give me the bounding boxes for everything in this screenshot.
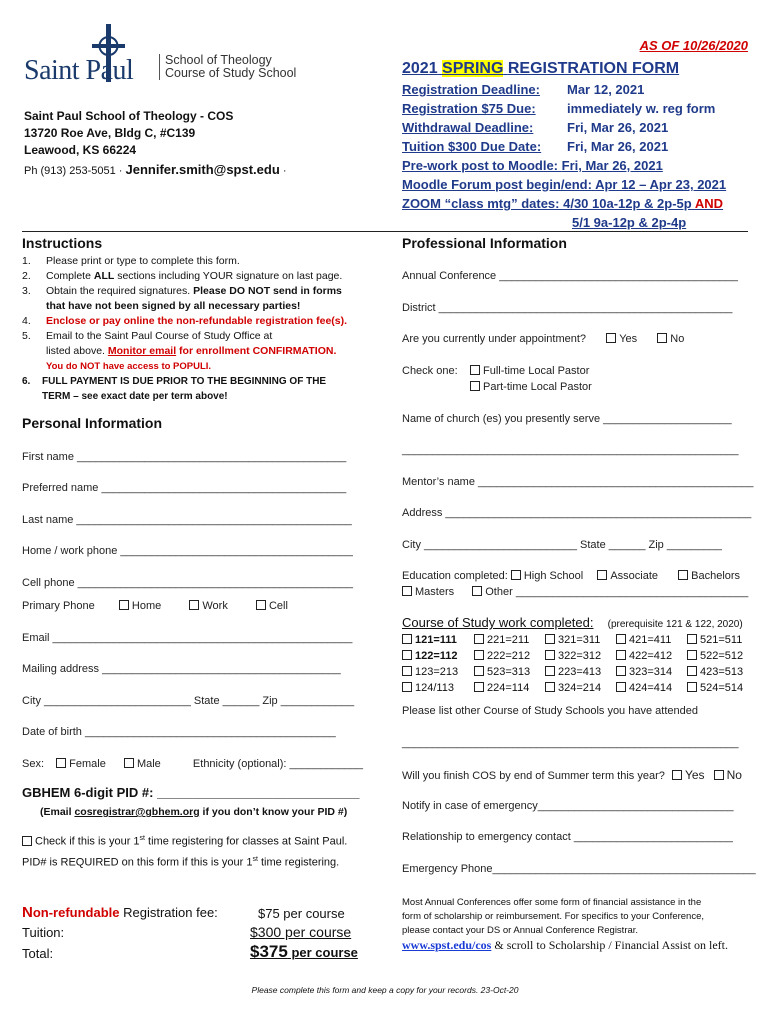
deadline-label: ZOOM “class mtg” dates: xyxy=(402,196,560,211)
first-name-field[interactable]: First name ____________________________________________ xyxy=(22,451,347,463)
cos-course: 124/113 xyxy=(415,682,454,694)
cell-option-label: Cell xyxy=(268,600,288,612)
preferred-name-field[interactable]: Preferred name ________________________________________ xyxy=(22,482,347,494)
annual-conference-field[interactable]: Annual Conference _______________________________________ xyxy=(402,270,738,282)
cos-heading: Course of Study work completed: xyxy=(402,615,594,630)
last-name-field[interactable]: Last name _____________________________________________ xyxy=(22,514,352,526)
cos-cell xyxy=(474,634,529,646)
home-option-label: Home xyxy=(131,600,162,612)
work-option-label: Work xyxy=(202,600,228,612)
deadline-label: Tuition $300 Due Date: xyxy=(402,139,542,154)
gbhem-pid-field[interactable]: ____________________________ xyxy=(157,785,360,800)
cos-checkbox[interactable] xyxy=(402,634,412,644)
deadline-value: Mar 12, 2021 xyxy=(567,82,645,97)
gbhem-note-text: (Email xyxy=(40,806,75,818)
finish-no-checkbox[interactable] xyxy=(714,770,724,780)
cos-checkbox[interactable] xyxy=(616,650,626,660)
deadline-label: Registration Deadline: xyxy=(402,82,540,97)
finish-yes-checkbox[interactable] xyxy=(672,770,682,780)
instruction-num: 5. xyxy=(22,330,31,342)
cos-cell xyxy=(616,666,672,678)
sex-label: Sex: xyxy=(22,758,45,770)
pid-required-text: time registering. xyxy=(257,856,340,869)
dob-field[interactable]: Date of birth _________________________________________ xyxy=(22,726,336,738)
instruction-emph: for enrollment CONFIRMATION. xyxy=(176,345,337,357)
cos-cell xyxy=(474,682,529,694)
logo-sub2: Course of Study School xyxy=(165,66,297,80)
deadline-row xyxy=(402,82,645,97)
other-education-field[interactable]: Other ______________________________________ xyxy=(485,586,749,598)
cos-checkbox[interactable] xyxy=(616,682,626,692)
mentor-field[interactable]: Mentor’s name _____________________________________________ xyxy=(402,476,754,488)
pid-required-text: PID# is REQUIRED on this form if this is your 1 xyxy=(22,856,253,869)
total-value xyxy=(250,942,358,962)
instruction-item-cont xyxy=(22,344,382,359)
other-schools-field[interactable]: _______________________________________________________ xyxy=(402,737,739,749)
cos-checkbox[interactable] xyxy=(687,666,697,676)
associate-label: Associate xyxy=(610,570,659,582)
as-of-date: AS OF 10/26/2020 xyxy=(639,38,748,53)
gbhem-note-text: if you don’t know your PID #) xyxy=(199,806,348,818)
cos-checkbox[interactable] xyxy=(545,650,555,660)
instruction-emph: You do NOT have access to POPULI. xyxy=(46,361,212,372)
professional-heading: Professional Information xyxy=(402,235,567,251)
logo-name: Saint Paul xyxy=(24,55,134,86)
cos-course: 424=414 xyxy=(629,682,673,694)
appointment-yes-label: Yes xyxy=(619,333,638,345)
address-block xyxy=(24,108,233,159)
cos-cell xyxy=(616,650,672,662)
deadline-row xyxy=(402,196,723,211)
deadline-row xyxy=(402,120,669,135)
cos-course: 323=314 xyxy=(629,666,673,678)
first-time-row xyxy=(22,830,347,851)
home-phone-field[interactable]: Home / work phone ______________________________________ xyxy=(22,545,353,557)
masters-checkbox[interactable] xyxy=(402,586,412,596)
ethnicity-field[interactable]: Ethnicity (optional): ____________ xyxy=(192,758,363,770)
masters-label: Masters xyxy=(415,586,455,598)
instructions-list xyxy=(22,254,382,404)
cos-course: 223=413 xyxy=(558,666,602,678)
primary-phone-label: Primary Phone xyxy=(22,600,95,612)
gbhem-note xyxy=(40,806,347,818)
work-checkbox[interactable] xyxy=(189,600,199,610)
emergency-phone-field[interactable]: Emergency Phone___________________________________________ xyxy=(402,863,756,875)
financial-line: form of scholarship or reimbursement. For specifics to your Conference, xyxy=(402,911,705,922)
instruction-text: sections including YOUR signature on last page. xyxy=(114,270,343,282)
full-time-checkbox[interactable] xyxy=(470,365,480,375)
part-time-row xyxy=(470,381,592,393)
cos-cell xyxy=(687,666,743,678)
instruction-num: 2. xyxy=(22,270,31,282)
instruction-emph: TERM – see exact date per term above! xyxy=(42,391,228,402)
instruction-item xyxy=(22,329,382,344)
instruction-item xyxy=(22,254,382,269)
bachelors-checkbox[interactable] xyxy=(678,570,688,580)
deadline-row xyxy=(402,158,663,173)
deadline-label: Pre-work post to Moodle: xyxy=(402,158,558,173)
instruction-emph: ALL xyxy=(93,270,115,282)
pid-required-sup: st xyxy=(252,855,258,863)
instruction-text: listed above. xyxy=(46,345,108,357)
deadline-label: Moodle Forum post begin/end: xyxy=(402,177,592,192)
instruction-emph: Enclose or pay online the non-refundable registration fee(s). xyxy=(46,315,348,327)
total-amount: $375 xyxy=(250,942,288,961)
cos-checkbox[interactable] xyxy=(402,682,412,692)
female-label: Female xyxy=(69,758,106,770)
contact-email[interactable]: Jennifer.smith@spst.edu xyxy=(125,162,280,177)
cos-cell xyxy=(545,682,601,694)
sex-row xyxy=(22,758,363,770)
part-time-label: Part-time Local Pastor xyxy=(483,381,592,393)
instruction-num: 6. xyxy=(22,376,31,387)
address-line2: 13720 Roe Ave, Bldg C, #C139 xyxy=(24,126,196,140)
deadline-value: 4/30 10a-12p & 2p-5p xyxy=(563,196,692,211)
cos-checkbox[interactable] xyxy=(474,682,484,692)
male-checkbox[interactable] xyxy=(124,758,134,768)
saint-paul-logo xyxy=(22,24,312,84)
cos-prereq: (prerequisite 121 & 122, 2020) xyxy=(607,619,743,630)
cos-checkbox[interactable] xyxy=(545,666,555,676)
reg-fee-value: $75 per course xyxy=(258,906,345,921)
cos-checkbox[interactable] xyxy=(687,634,697,644)
appointment-no-label: No xyxy=(670,333,685,345)
education-row-2 xyxy=(402,586,748,598)
professional-city-field[interactable]: City _________________________ State ______ Zip _________ xyxy=(402,539,722,551)
deadline-value: 5/1 9a-12p & 2p-4p xyxy=(572,215,687,230)
cos-cell xyxy=(402,682,454,694)
district-field[interactable]: District ________________________________________________ xyxy=(402,302,733,314)
education-label: Education completed: xyxy=(402,570,508,582)
first-time-text: Check if this is your 1 xyxy=(35,835,140,848)
cos-checkbox[interactable] xyxy=(616,666,626,676)
total-label: Total: xyxy=(22,946,54,961)
cos-cell xyxy=(402,650,458,662)
deadline-value: immediately w. reg form xyxy=(567,101,716,116)
appointment-yes-checkbox[interactable] xyxy=(606,333,616,343)
cos-checkbox[interactable] xyxy=(616,634,626,644)
nonref-text: on-refundable xyxy=(32,905,120,920)
other-checkbox[interactable] xyxy=(472,586,482,596)
cos-course: 224=114 xyxy=(487,682,530,694)
form-title-year: 2021 xyxy=(402,60,438,77)
deadline-value: Fri, Mar 26, 2021 xyxy=(561,158,663,173)
cos-checkbox[interactable] xyxy=(545,682,555,692)
financial-line: Most Annual Conferences offer some form of financial assistance in the xyxy=(402,897,702,908)
form-title-rest: REGISTRATION FORM xyxy=(507,60,680,77)
church-field-line2[interactable]: _______________________________________________________ xyxy=(402,444,739,456)
instruction-num: 3. xyxy=(22,285,31,297)
appointment-row xyxy=(402,333,684,345)
instruction-item xyxy=(22,374,382,389)
primary-phone-row xyxy=(22,600,288,612)
gbhem-row xyxy=(22,785,360,800)
cos-checkbox[interactable] xyxy=(474,634,484,644)
cos-checkbox[interactable] xyxy=(474,666,484,676)
bachelors-label: Bachelors xyxy=(691,570,741,582)
cos-course: 121=111 xyxy=(415,634,457,646)
section-divider xyxy=(22,231,748,232)
cos-heading-row xyxy=(402,615,743,630)
cos-cell xyxy=(474,666,530,678)
reg-fee-label: Registration fee: xyxy=(119,905,218,920)
phone-number: Ph (913) 253-5051 · xyxy=(24,165,123,177)
total-unit: per course xyxy=(287,945,358,960)
instruction-text: Obtain the required signatures. xyxy=(46,285,194,297)
other-schools-label: Please list other Course of Study Schools you have attended xyxy=(402,705,698,717)
gbhem-email-link[interactable]: cosregistrar@gbhem.org xyxy=(74,806,200,818)
check-one-label: Check one: xyxy=(402,365,458,377)
instruction-emph: Monitor email xyxy=(107,345,177,357)
mailing-address-field[interactable]: Mailing address _______________________________________ xyxy=(22,663,341,675)
logo-divider xyxy=(159,54,160,80)
financial-link-row xyxy=(402,938,728,953)
form-title xyxy=(402,60,679,78)
logo-sub1: School of Theology xyxy=(165,53,272,67)
appointment-no-checkbox[interactable] xyxy=(657,333,667,343)
instruction-text: Email to the Saint Paul Course of Study Office at xyxy=(46,330,273,342)
contact-line xyxy=(24,162,287,177)
finish-yes-label: Yes xyxy=(684,768,705,782)
instruction-item xyxy=(22,284,382,299)
zoom-and: AND xyxy=(694,196,724,211)
deadline-row xyxy=(402,139,669,154)
cos-course: 221=211 xyxy=(487,634,530,646)
cos-checkbox[interactable] xyxy=(402,666,412,676)
address-line1: Saint Paul School of Theology - COS xyxy=(24,109,234,123)
finish-cos-row xyxy=(402,768,742,782)
spst-cos-link[interactable]: www.spst.edu/cos xyxy=(402,938,492,952)
high-school-checkbox[interactable] xyxy=(511,570,521,580)
first-time-checkbox[interactable] xyxy=(22,836,32,846)
cos-cell xyxy=(687,682,743,694)
cos-course: 122=112 xyxy=(415,650,458,662)
deadline-label: Registration $75 Due: xyxy=(402,101,536,116)
cos-checkbox[interactable] xyxy=(474,650,484,660)
fee-registration-label xyxy=(22,904,218,921)
part-time-checkbox[interactable] xyxy=(470,381,480,391)
cos-cell xyxy=(616,634,671,646)
cell-phone-field[interactable]: Cell phone _____________________________________________ xyxy=(22,577,353,589)
cos-cell xyxy=(402,634,457,646)
instructions-heading: Instructions xyxy=(22,235,103,251)
female-checkbox[interactable] xyxy=(56,758,66,768)
form-title-term: SPRING xyxy=(442,60,504,77)
deadline-label: Withdrawal Deadline: xyxy=(402,120,534,135)
deadline-value: Fri, Mar 26, 2021 xyxy=(567,139,669,154)
instruction-item xyxy=(22,269,382,284)
finish-cos-label: Will you finish COS by end of Summer term this year? xyxy=(402,770,665,782)
instruction-item xyxy=(22,314,382,329)
instruction-emph: Please DO NOT send in forms xyxy=(193,285,342,297)
instruction-text: Complete xyxy=(46,270,94,282)
tuition-value: $300 per course xyxy=(250,924,352,940)
cos-cell xyxy=(616,682,672,694)
cos-course: 421=411 xyxy=(629,634,672,646)
cos-course: 422=412 xyxy=(629,650,673,662)
cos-cell xyxy=(687,650,743,662)
cos-course: 222=212 xyxy=(487,650,531,662)
cell-checkbox[interactable] xyxy=(256,600,266,610)
high-school-label: High School xyxy=(523,570,584,582)
email-field[interactable]: Email _________________________________________________ xyxy=(22,632,353,644)
cos-checkbox[interactable] xyxy=(687,650,697,660)
associate-checkbox[interactable] xyxy=(597,570,607,580)
first-time-text: time registering for classes at Saint Paul. xyxy=(145,835,348,848)
instruction-num: 4. xyxy=(22,315,31,327)
cos-checkbox[interactable] xyxy=(545,634,555,644)
first-time-block xyxy=(22,830,347,871)
cos-course: 321=311 xyxy=(558,634,601,646)
finish-no-label: No xyxy=(726,768,742,782)
cos-cell xyxy=(545,634,600,646)
address-line3: Leawood, KS 66224 xyxy=(24,143,137,157)
male-label: Male xyxy=(136,758,161,770)
financial-line: please contact your DS or Annual Conference Registrar. xyxy=(402,925,639,936)
deadline-row xyxy=(402,215,686,230)
footer-note: Please complete this form and keep a copy for your records. 23-Oct-20 xyxy=(251,985,519,995)
notify-emergency-field[interactable]: Notify in case of emergency________________________________ xyxy=(402,800,734,812)
cos-cell xyxy=(402,666,458,678)
personal-city-field[interactable]: City ________________________ State ______ Zip ____________ xyxy=(22,695,355,707)
education-row xyxy=(402,570,740,582)
cos-course: 522=512 xyxy=(700,650,744,662)
first-time-sup: st xyxy=(139,835,145,842)
cos-course: 423=513 xyxy=(700,666,744,678)
church-field[interactable]: Name of church (es) you presently serve _____________________ xyxy=(402,413,732,425)
email-suffix: · xyxy=(282,165,287,177)
instruction-emph: FULL PAYMENT IS DUE PRIOR TO THE BEGINNING OF THE xyxy=(42,376,327,387)
deadline-value: Fri, Mar 26, 2021 xyxy=(567,120,669,135)
professional-address-field[interactable]: Address __________________________________________________ xyxy=(402,507,752,519)
deadline-row xyxy=(402,177,726,192)
cos-cell xyxy=(474,650,530,662)
instruction-text: Please print or type to complete this form. xyxy=(46,255,240,267)
cos-checkbox[interactable] xyxy=(687,682,697,692)
cos-cell xyxy=(687,634,742,646)
instruction-emph: that have not been signed by all necessary parties! xyxy=(46,300,301,312)
instruction-num: 1. xyxy=(22,255,31,267)
pid-required-row xyxy=(22,851,347,872)
cos-course: 523=313 xyxy=(487,666,531,678)
tuition-label: Tuition: xyxy=(22,925,65,940)
relationship-field[interactable]: Relationship to emergency contact __________________________ xyxy=(402,831,733,843)
home-checkbox[interactable] xyxy=(119,600,129,610)
financial-link-text: & scroll to Scholarship / Financial Assist on left. xyxy=(491,938,729,952)
cos-cell xyxy=(545,666,601,678)
deadline-row xyxy=(402,101,716,116)
cos-course: 322=312 xyxy=(558,650,602,662)
cos-course: 324=214 xyxy=(558,682,602,694)
financial-note xyxy=(402,896,752,938)
nonref-initial: N xyxy=(22,904,33,921)
personal-heading: Personal Information xyxy=(22,415,163,431)
cos-cell xyxy=(545,650,601,662)
full-time-label: Full-time Local Pastor xyxy=(483,365,590,377)
appointment-label: Are you currently under appointment? xyxy=(402,333,587,345)
full-time-row xyxy=(470,365,589,377)
cos-course: 524=514 xyxy=(700,682,744,694)
cos-checkbox[interactable] xyxy=(402,650,412,660)
cos-course: 123=213 xyxy=(415,666,459,678)
deadline-value: Apr 12 – Apr 23, 2021 xyxy=(595,177,727,192)
cos-course: 521=511 xyxy=(700,634,743,646)
gbhem-label: GBHEM 6-digit PID #: xyxy=(22,785,158,800)
